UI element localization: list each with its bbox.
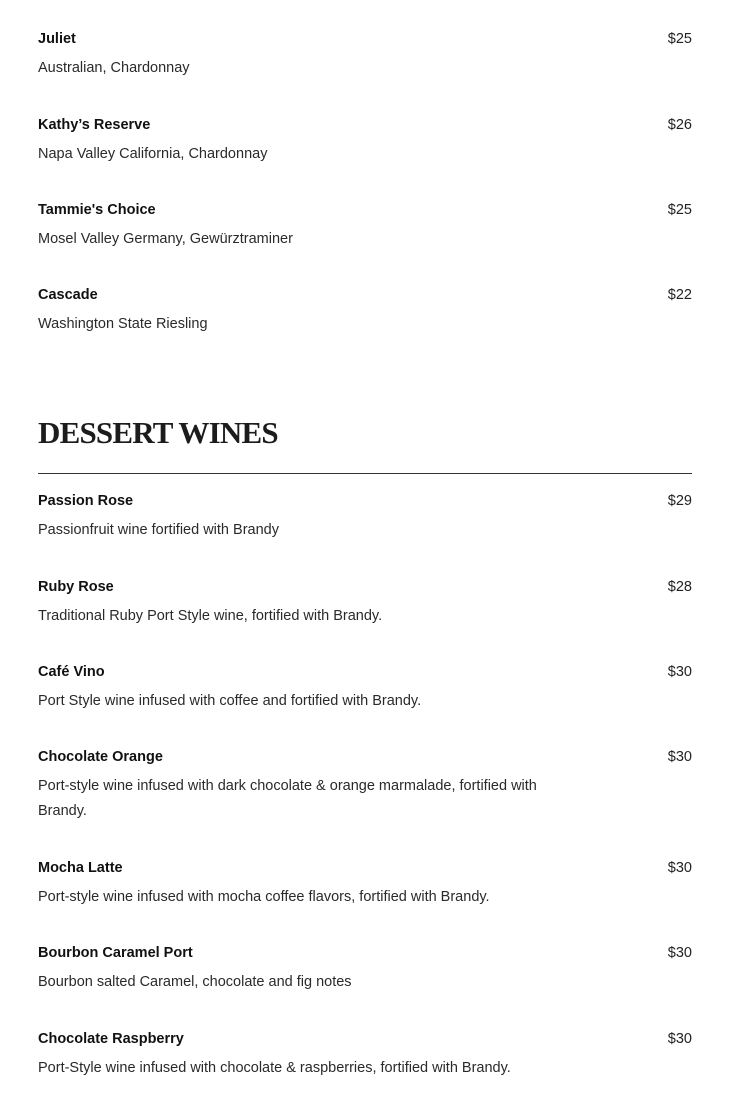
menu-item-header [38,662,692,682]
menu-item-header [38,943,692,963]
menu-item [38,491,692,543]
menu-item [38,577,692,629]
menu-item [38,1029,692,1081]
wine-name: Passion Rose [38,493,134,509]
wine-description: Traditional Ruby Port Style wine, fortified with Brandy. [38,608,383,624]
menu-item-header [38,200,692,220]
menu-item [38,747,692,824]
menu-item [38,115,692,167]
wine-name: Juliet [38,31,76,47]
wine-name: Ruby Rose [38,579,114,595]
wine-description: Port-style wine infused with dark chocolate & orange marmalade, fortified with Brandy. [38,778,537,819]
wine-price: $30 [667,749,692,765]
wine-description: Port-Style wine infused with chocolate & raspberries, fortified with Brandy. [38,1060,511,1076]
wine-price: $30 [667,860,692,876]
wine-name: Chocolate Orange [38,749,163,765]
wine-price: $30 [667,945,692,961]
wine-name: Chocolate Raspberry [38,1031,184,1047]
menu-item-header [38,29,692,49]
menu-item [38,285,692,337]
menu-item-header [38,115,692,135]
menu-item-header [38,577,692,597]
wine-price: $30 [667,1031,692,1047]
dessert-wines-header [38,415,692,451]
wine-name: Tammie's Choice [38,202,156,218]
wine-description: Australian, Chardonnay [38,60,190,76]
wine-price: $29 [667,493,692,509]
wine-description: Port-style wine infused with mocha coffee flavors, fortified with Brandy. [38,889,490,905]
menu-item-header [38,285,692,305]
wine-name: Kathy’s Reserve [38,117,151,133]
wine-price: $30 [667,664,692,680]
section-title: DESSERT WINES [38,415,278,450]
menu-item-header [38,491,692,511]
wine-price: $25 [667,202,692,218]
wine-price: $25 [667,31,692,47]
section-divider [38,473,692,474]
wine-price: $22 [667,287,692,303]
wine-name: Cascade [38,287,98,303]
menu-item [38,858,692,910]
wine-name: Bourbon Caramel Port [38,945,193,961]
wine-description: Washington State Riesling [38,316,208,332]
menu-item [38,662,692,714]
wine-name: Café Vino [38,664,105,680]
menu-item [38,29,692,81]
wine-description: Port Style wine infused with coffee and fortified with Brandy. [38,693,422,709]
wine-price: $28 [667,579,692,595]
menu-item [38,200,692,252]
menu-item [38,943,692,995]
wine-description: Mosel Valley Germany, Gewürztraminer [38,231,293,247]
wine-description: Bourbon salted Caramel, chocolate and fig notes [38,974,352,990]
wine-description: Passionfruit wine fortified with Brandy [38,522,279,538]
menu-item-header [38,1029,692,1049]
menu-item-header [38,858,692,878]
menu-item-header [38,747,692,767]
wine-price: $26 [667,117,692,133]
wine-description: Napa Valley California, Chardonnay [38,146,268,162]
wine-name: Mocha Latte [38,860,123,876]
